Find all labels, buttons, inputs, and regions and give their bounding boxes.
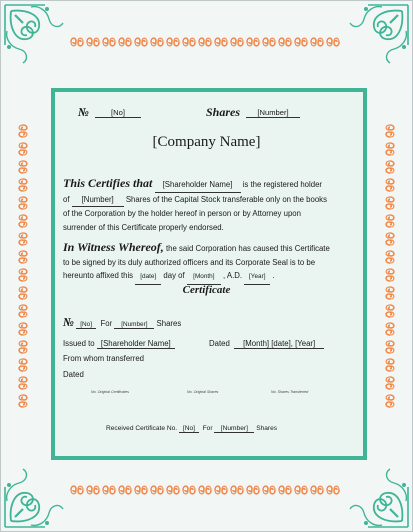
received-label: Received Certificate No.	[106, 425, 178, 432]
border-scroll-ornament	[183, 486, 195, 494]
border-scroll-ornament	[119, 38, 131, 46]
border-scroll-ornament	[386, 197, 394, 209]
border-scroll-ornament	[119, 486, 131, 494]
witness-year-field: [Year]	[244, 270, 270, 285]
witness-period: .	[272, 271, 275, 280]
corner-ornament-top-left	[5, 5, 63, 63]
border-scroll-ornament	[167, 38, 179, 46]
border-scroll-ornament	[295, 38, 307, 46]
border-scroll-ornament	[19, 179, 27, 191]
caption-original-certificates: No. Original Certificates	[91, 390, 129, 394]
stub-for-label: For	[100, 319, 113, 328]
border-scroll-ornament	[386, 341, 394, 353]
border-scroll-ornament	[135, 38, 147, 46]
stub-number-symbol: №	[63, 315, 74, 329]
shareholder-name-field: [Shareholder Name]	[155, 178, 241, 193]
shares-label: Shares	[206, 105, 241, 119]
certifies-of: of	[63, 194, 70, 204]
border-scroll-ornament	[19, 161, 27, 173]
company-name: [Company Name]	[152, 134, 261, 150]
border-scroll-ornament	[151, 38, 163, 46]
border-scroll-ornament	[386, 233, 394, 245]
stub-number-row	[63, 315, 181, 330]
witness-date-field: [date]	[135, 270, 161, 285]
border-scroll-ornament	[103, 38, 115, 46]
certifies-heading: This Certifies that	[63, 176, 153, 190]
received-number-field: [No]	[179, 425, 199, 433]
border-scroll-ornament	[295, 486, 307, 494]
border-scroll-ornament	[19, 197, 27, 209]
border-scroll-ornament	[151, 486, 163, 494]
border-scroll-ornament	[19, 395, 27, 407]
stub-dated-row	[209, 339, 324, 349]
from-whom-transferred: From whom transferred	[63, 354, 145, 363]
border-scroll-ornament	[386, 323, 394, 335]
border-scroll-ornament	[215, 486, 227, 494]
witness-ad: , A.D.	[223, 271, 243, 280]
border-scroll-ornament	[327, 38, 339, 46]
border-scroll-ornament	[386, 377, 394, 389]
border-scroll-ornament	[19, 215, 27, 227]
border-scroll-ornament	[183, 38, 195, 46]
received-shares-field: [Number]	[214, 425, 254, 433]
border-scroll-ornament	[386, 359, 394, 371]
border-scroll-ornament	[87, 486, 99, 494]
certifies-text-2: Shares of the Capital Stock transferable only on the books	[125, 194, 327, 204]
stub-dated2-label: Dated	[63, 370, 84, 379]
corner-ornament-bottom-right	[350, 469, 408, 527]
border-scroll-ornament	[87, 38, 99, 46]
border-scroll-ornament	[311, 486, 323, 494]
share-count-field: [Number]	[72, 193, 124, 208]
border-scroll-ornament	[386, 179, 394, 191]
border-scroll-ornament	[135, 486, 147, 494]
border-scroll-ornament	[199, 38, 211, 46]
corner-ornament-bottom-left	[5, 469, 63, 527]
issued-to-field: [Shareholder Name]	[97, 339, 175, 349]
border-scroll-ornament	[231, 486, 243, 494]
border-scroll-ornament	[19, 251, 27, 263]
certifies-text-1: is the registered holder	[242, 180, 323, 189]
border-scroll-ornament	[247, 486, 259, 494]
border-scroll-ornament	[167, 486, 179, 494]
border-scroll-ornament	[263, 38, 275, 46]
stub-title: Certificate	[182, 284, 231, 296]
received-for-label: For	[202, 425, 213, 432]
border-scroll-ornament	[386, 215, 394, 227]
corner-ornament-top-right	[350, 5, 408, 63]
border-scroll-ornament	[19, 323, 27, 335]
issued-to-label: Issued to	[63, 339, 95, 348]
issued-to-row	[63, 339, 175, 349]
border-scroll-ornament	[19, 341, 27, 353]
stub-shares-label: Shares	[156, 319, 182, 328]
received-row	[106, 425, 277, 433]
witness-paragraph	[63, 241, 330, 285]
number-symbol: №	[78, 105, 89, 119]
border-scroll-ornament	[386, 161, 394, 173]
witness-affixed-text: hereunto affixed this	[63, 271, 134, 280]
caption-original-shares: No. Original Shares	[187, 390, 219, 394]
border-scroll-ornament	[19, 233, 27, 245]
border-scroll-ornament	[215, 38, 227, 46]
border-scroll-ornament	[231, 38, 243, 46]
border-scroll-ornament	[327, 486, 339, 494]
witness-day-of: day of	[163, 271, 185, 280]
border-scroll-ornament	[19, 269, 27, 281]
stub-dated-field: [Month] [date], [Year]	[234, 339, 324, 349]
border-scroll-ornament	[263, 486, 275, 494]
witness-heading: In Witness Whereof,	[63, 240, 164, 254]
caption-shares-transferred: No. Shares Transferred	[271, 390, 309, 394]
stub-dated-label: Dated	[209, 339, 230, 348]
certifies-line-3: surrender of this Certificate properly endorsed.	[63, 222, 224, 232]
received-shares-label: Shares	[256, 425, 278, 432]
border-scroll-ornament	[279, 38, 291, 46]
border-scroll-ornament	[386, 269, 394, 281]
certifies-paragraph	[63, 177, 327, 234]
stub-shares-field: [Number]	[114, 321, 154, 329]
witness-month-field: [Month]	[187, 270, 221, 285]
border-scroll-ornament	[71, 38, 83, 46]
border-scroll-ornament	[279, 486, 291, 494]
witness-text-1: the said Corporation has caused this Certificate	[165, 244, 330, 253]
certificate-number-field: [No]	[95, 108, 141, 118]
border-scroll-ornament	[199, 486, 211, 494]
border-scroll-ornament	[311, 38, 323, 46]
border-scroll-ornament	[19, 377, 27, 389]
border-scroll-ornament	[103, 486, 115, 494]
border-scroll-ornament	[19, 305, 27, 317]
witness-line-2: to be signed by its duly authorized officers and its Corporate Seal is to be	[63, 257, 316, 267]
border-scroll-ornament	[386, 305, 394, 317]
shares-number-field: [Number]	[246, 108, 300, 118]
border-scroll-ornament	[247, 38, 259, 46]
border-scroll-ornament	[71, 486, 83, 494]
border-scroll-ornament	[386, 251, 394, 263]
border-scroll-ornament	[386, 395, 394, 407]
border-scroll-ornament	[19, 359, 27, 371]
certifies-line-2: of the Corporation by the holder hereof in person or by Attorney upon	[63, 209, 301, 218]
stub-number-field: [No]	[76, 321, 96, 329]
